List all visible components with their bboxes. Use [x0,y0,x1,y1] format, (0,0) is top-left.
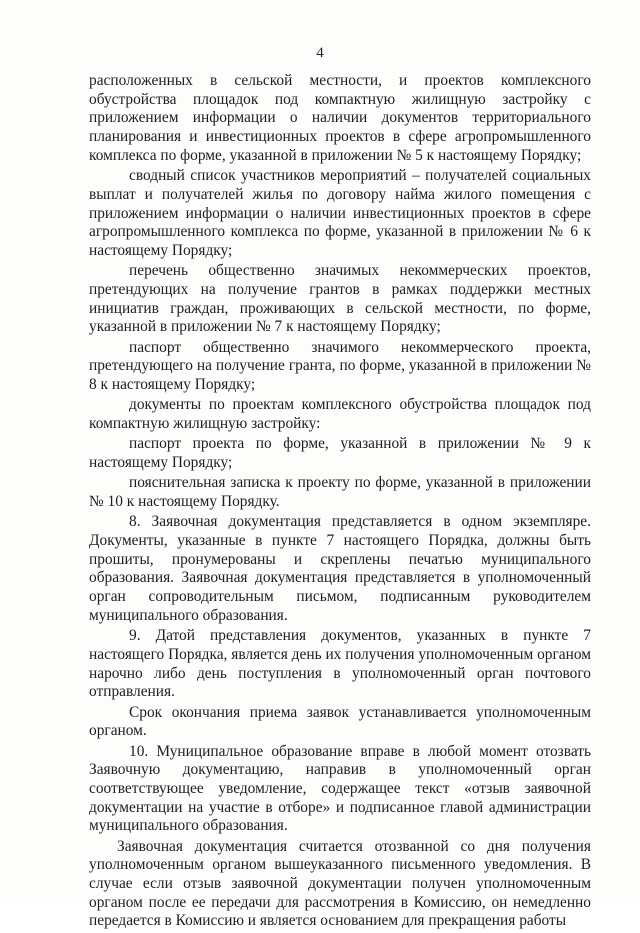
paragraph-projects-list: перечень общественно значимых некоммерческих проектов, претендующих на получение грантов в рамках поддержки местных инициатив граждан, проживающих в сельской местности, по форме, указанной в приложении № 7 к настоящему Порядку; [89,262,591,336]
paragraph-clause-10: 10. Муниципальное образование вправе в любой момент отозвать Заявочную документацию, направив в уполномоченный орган соответствующее уведомление, содержащее текст «отзыв заявочной документации на участие в отборе» и подписанное главой администрации муниципального образования. [89,742,591,835]
paragraph-clause-8: 8. Заявочная документация представляется в одном экземпляре. Документы, указанные в пункте 7 настоящего Порядка, должны быть прошиты, пронумерованы и скреплены печатью муниципального образования. Заявочная документация представляется в уполномоченный орган сопроводительным письмом, подписанным руководителем муниципального образования. [89,513,591,624]
paragraph-passport-form: паспорт проекта по форме, указанной в приложении № 9 к настоящему Порядку; [89,435,591,472]
paragraph-withdrawal: Заявочная документация считается отозванной со дня получения уполномоченным органом вышеуказанного письменного уведомления. В случае если отзыв заявочной документации получен уполномоченным органом после ее передачи для рассмотрения в Комиссию, он немедленно передается в Комиссию и является основанием для прекращения работы [89,837,591,930]
paragraph-summary-list: сводный список участников мероприятий – получателей социальных выплат и получателей жилья по договору найма жилого помещения с приложением информации о наличии инвестиционных проектов в сфере агропромышленного комплекса по форме, указанной в приложении № 6 к настоящему Порядку; [89,167,591,259]
paragraph-explanatory-note: пояснительная записка к проекту по форме, указанной в приложении № 10 к настоящему Порядку. [89,474,591,511]
paragraph-settlement-projects: расположенных в сельской местности, и проектов комплексного обустройства площадок под компактную жилищную застройку с приложением информации о наличии документов территориального планирования и инвестиционных проектов в сфере агропромышленного комплекса по форме, указанной в приложении № 5 к настоящему Порядку; [89,72,591,164]
document-body [89,72,591,933]
paragraph-project-passport: паспорт общественно значимого некоммерческого проекта, претендующего на получение гранта, по форме, указанной в приложении № 8 к настоящему Порядку; [89,338,591,394]
page-number: 4 [316,45,324,61]
paragraph-site-documents: документы по проектам комплексного обустройства площадок под компактную жилищную застройку: [89,396,591,433]
paragraph-clause-9: 9. Датой представления документов, указанных в пункте 7 настоящего Порядка, является день их получения уполномоченным органом нарочно либо день поступления в уполномоченный орган почтового отправления. [89,627,591,701]
paragraph-deadline: Срок окончания приема заявок устанавливается уполномоченным органом. [89,703,591,740]
